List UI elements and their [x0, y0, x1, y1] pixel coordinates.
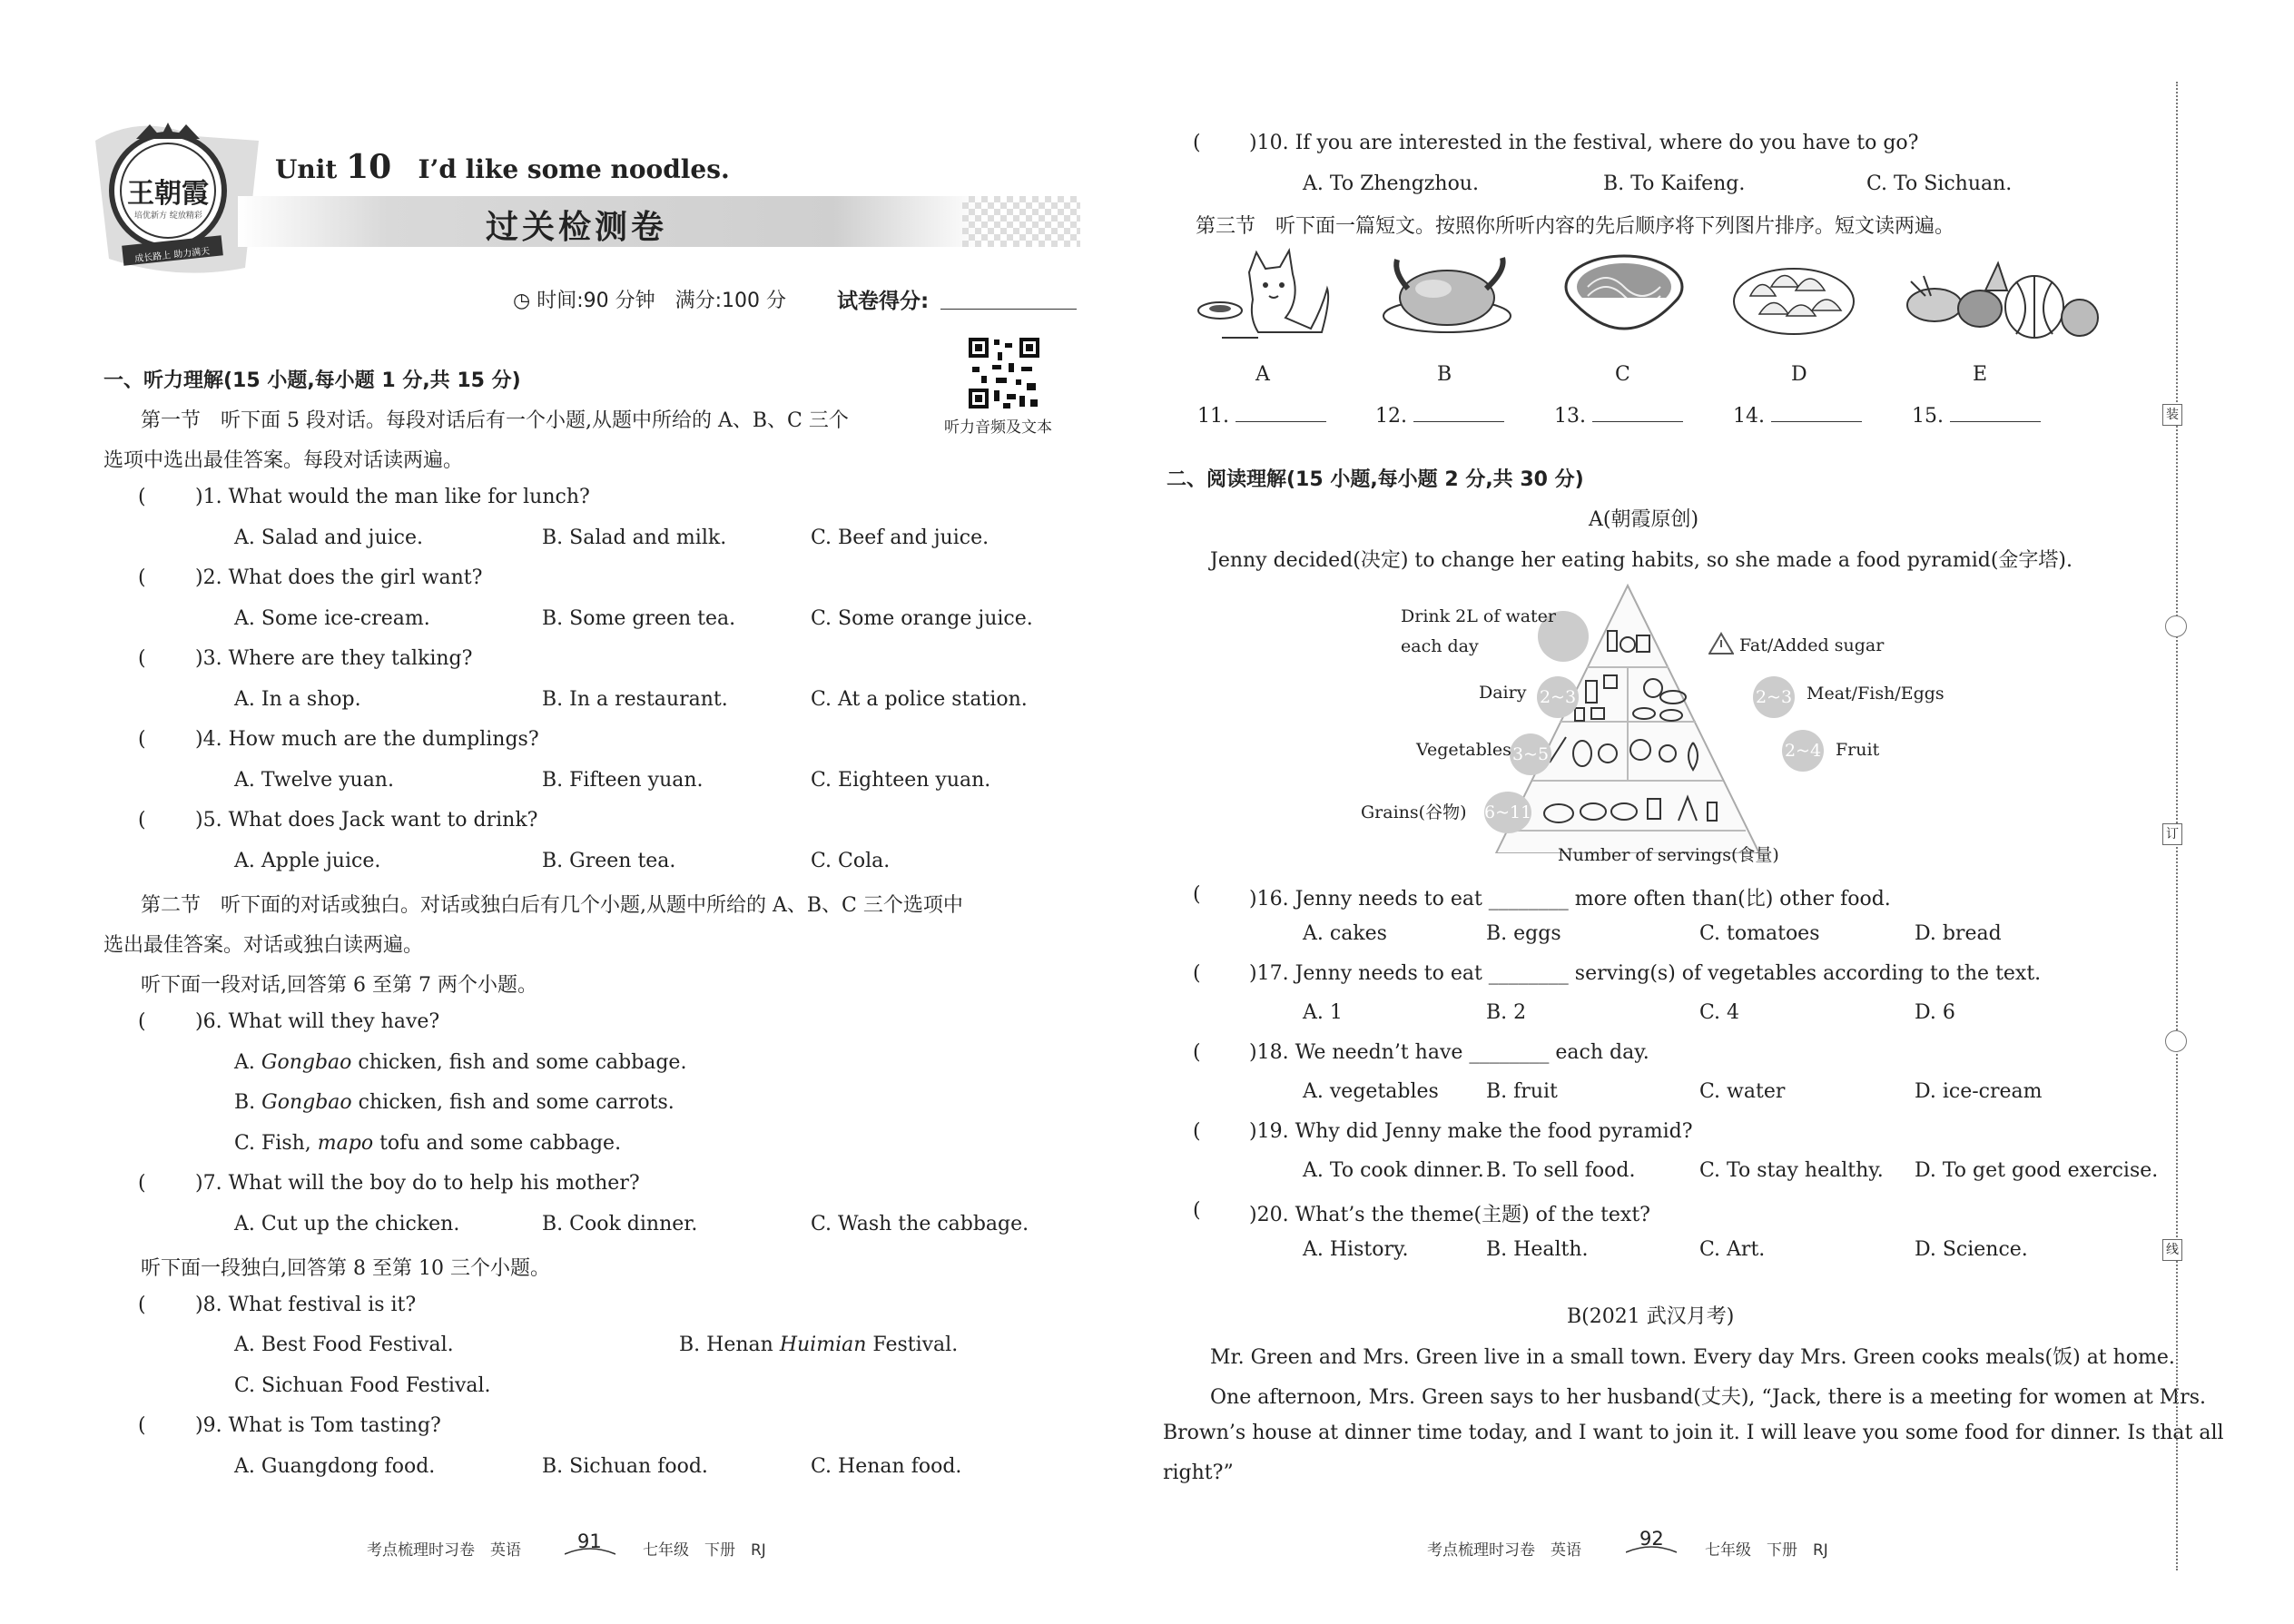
q9-bracket[interactable]: ( [138, 1414, 146, 1437]
q2-stem: )2. What does the girl want? [195, 566, 483, 589]
answer-13[interactable]: 13. [1554, 405, 1683, 428]
binding-label-2: 订 [2162, 823, 2182, 845]
picture-b-roast-chicken [1379, 252, 1515, 343]
part1-instruction-2: 选项中选出最佳答案。每段对话读两遍。 [103, 449, 464, 472]
q9-option-c: C. Henan food. [811, 1455, 962, 1478]
part1-instruction-1: 第一节 听下面 5 段对话。每段对话后有一个小题,从题中所给的 A、B、C 三个 [141, 409, 849, 432]
passage-a-intro: Jenny decided(决定) to change her eating habits, so she made a food pyramid(金字塔). [1210, 549, 2073, 572]
section1-title: 一、听力理解(15 小题,每小题 1 分,共 15 分) [103, 369, 521, 392]
q10-bracket[interactable]: ( [1193, 132, 1201, 154]
label-water-1: Drink 2L of water [1401, 606, 1556, 626]
label-vegetables: Vegetables [1416, 740, 1511, 760]
q9-option-a: A. Guangdong food. [234, 1455, 436, 1478]
q1-option-a: A. Salad and juice. [234, 527, 424, 549]
answer-14[interactable]: 14. [1733, 405, 1862, 428]
q16-option-d: D. bread [1915, 922, 2002, 945]
q10-stem: )10. If you are interested in the festival, where do you have to go? [1249, 132, 1919, 154]
q1-option-b: B. Salad and milk. [542, 527, 727, 549]
q6-bracket[interactable]: ( [138, 1010, 146, 1033]
q17-option-b: B. 2 [1486, 1001, 1527, 1024]
dairy-servings: 2~3 [1537, 676, 1579, 718]
picture-label-d: D [1791, 363, 1807, 386]
label-water-2: each day [1401, 636, 1479, 656]
logo-ribbon: 成长路上 助力满天 [133, 246, 211, 265]
q20-option-a: A. History. [1303, 1238, 1409, 1261]
q19-option-b: B. To sell food. [1486, 1159, 1636, 1182]
q17-option-c: C. 4 [1699, 1001, 1740, 1024]
q16-bracket[interactable]: ( [1193, 883, 1201, 906]
exam-info: ◷ 时间:90 分钟 满分:100 分 [513, 290, 786, 312]
q6-option-c: C. Fish, mapo tofu and some cabbage. [234, 1132, 622, 1155]
picture-label-e: E [1973, 363, 1988, 386]
q7-stem: )7. What will the boy do to help his mother? [195, 1172, 640, 1195]
q7-bracket[interactable]: ( [138, 1172, 146, 1195]
fruit-servings: 2~4 [1782, 730, 1824, 772]
q3-stem: )3. Where are they talking? [195, 647, 473, 670]
unit-heading [275, 148, 730, 186]
q16-option-c: C. tomatoes [1699, 922, 1820, 945]
qr-caption: 听力音频及文本 [944, 418, 1052, 437]
q8-option-a: A. Best Food Festival. [234, 1334, 454, 1356]
intro-q6-7: 听下面一段对话,回答第 6 至第 7 两个小题。 [141, 974, 537, 997]
page-number-92: 92 [1639, 1528, 1664, 1550]
q16-option-b: B. eggs [1486, 922, 1561, 945]
intro-q8-10: 听下面一段独白,回答第 8 至第 10 三个小题。 [141, 1257, 550, 1280]
score-label: 试卷得分: [837, 290, 930, 313]
q19-option-d: D. To get good exercise. [1915, 1159, 2159, 1182]
spacer [1605, 633, 1630, 636]
label-fruit: Fruit [1836, 740, 1880, 760]
right-page [1147, 0, 2294, 1624]
q3-option-a: A. In a shop. [234, 688, 361, 711]
q20-option-b: B. Health. [1486, 1238, 1589, 1261]
q2-option-b: B. Some green tea. [542, 607, 736, 630]
q18-stem: )18. We needn’t have ________ each day. [1249, 1041, 1649, 1064]
part2-instruction-1: 第二节 听下面的对话或独白。对话或独白后有几个小题,从题中所给的 A、B、C 三个选项中 [141, 894, 963, 917]
q18-option-d: D. ice-cream [1915, 1080, 2043, 1103]
q7-option-b: B. Cook dinner. [542, 1213, 698, 1235]
footer-right-text: 七年级 下册 RJ [643, 1541, 766, 1560]
q8-option-b: B. Henan Huimian Festival. [679, 1334, 959, 1356]
logo-subtitle: 培优新方 绽放精彩 [134, 212, 202, 221]
page-number-swoosh [1626, 1543, 1677, 1554]
picture-e-vegetables-fruit [1898, 254, 2107, 345]
footer-right-text: 七年级 下册 RJ [1705, 1541, 1828, 1560]
footer-left-text: 考点梳理时习卷 英语 [367, 1541, 521, 1560]
picture-label-c: C [1615, 363, 1630, 386]
q5-option-b: B. Green tea. [542, 850, 676, 872]
banner-checker [962, 196, 1080, 247]
banner-title: 过关检测卷 [486, 209, 668, 246]
q3-option-c: C. At a police station. [811, 688, 1028, 711]
q20-bracket[interactable]: ( [1193, 1199, 1201, 1222]
q4-option-a: A. Twelve yuan. [234, 769, 394, 792]
q2-option-c: C. Some orange juice. [811, 607, 1033, 630]
q4-bracket[interactable]: ( [138, 728, 146, 751]
q20-stem: )20. What’s the theme(主题) of the text? [1249, 1204, 1650, 1226]
q3-bracket[interactable]: ( [138, 647, 146, 670]
part2-instruction-2: 选出最佳答案。对话或独白读两遍。 [103, 934, 424, 957]
q5-option-a: A. Apple juice. [234, 850, 381, 872]
q19-stem: )19. Why did Jenny make the food pyramid? [1249, 1120, 1693, 1143]
q10-option-a: A. To Zhengzhou. [1303, 172, 1479, 195]
binding-label-1: 装 [2162, 404, 2182, 426]
vegetables-servings: 3~5 [1510, 733, 1551, 775]
q17-option-a: A. 1 [1303, 1001, 1343, 1024]
q17-bracket[interactable]: ( [1193, 962, 1201, 985]
warning-icon [1708, 632, 1734, 655]
picture-label-b: B [1437, 363, 1452, 386]
q1-option-c: C. Beef and juice. [811, 527, 989, 549]
q6-option-b: B. Gongbao chicken, fish and some carrots. [234, 1091, 674, 1114]
q18-option-a: A. vegetables [1303, 1080, 1439, 1103]
q1-bracket[interactable]: ( [138, 486, 146, 508]
score-field[interactable] [940, 309, 1077, 310]
passage-b-line-3: Brown’s house at dinner time today, and I want to join it. I will leave you some food for dinner. Is that all [1163, 1422, 2224, 1444]
picture-label-a: A [1255, 363, 1270, 386]
q18-option-c: C. water [1699, 1080, 1786, 1103]
q19-option-a: A. To cook dinner. [1303, 1159, 1484, 1182]
passage-b-line-4: right?” [1163, 1462, 1234, 1484]
q2-bracket[interactable]: ( [138, 566, 146, 589]
q3-option-b: B. In a restaurant. [542, 688, 728, 711]
q7-option-a: A. Cut up the chicken. [234, 1213, 460, 1235]
q4-option-b: B. Fifteen yuan. [542, 769, 704, 792]
meat-servings: 2~3 [1753, 676, 1795, 718]
unit-number: 10 [346, 148, 392, 186]
page-number-swoosh [565, 1545, 615, 1556]
grains-servings: 6~11 [1484, 792, 1531, 833]
unit-title: I’d like some noodles. [418, 154, 730, 184]
q9-option-b: B. Sichuan food. [542, 1455, 708, 1478]
q4-option-c: C. Eighteen yuan. [811, 769, 991, 792]
q17-option-d: D. 6 [1915, 1001, 1955, 1024]
q10-option-c: C. To Sichuan. [1866, 172, 2013, 195]
passage-b-title: B(2021 武汉月考) [1567, 1305, 1735, 1328]
passage-b-line-1: Mr. Green and Mrs. Green live in a small town. Every day Mrs. Green cooks meals(饭) at home. [1210, 1346, 2175, 1369]
answer-11[interactable]: 11. [1197, 405, 1326, 428]
q17-stem: )17. Jenny needs to eat ________ serving(s) of vegetables according to the text. [1249, 962, 2042, 985]
footer-left-text: 考点梳理时习卷 英语 [1427, 1541, 1581, 1560]
picture-c-noodle-bowl [1561, 251, 1688, 350]
qr-code-icon[interactable] [967, 336, 1041, 410]
passage-a-title: A(朝霞原创) [1589, 508, 1699, 531]
unit-label: Unit [275, 154, 338, 184]
q16-stem: )16. Jenny needs to eat ________ more often than(比) other food. [1249, 888, 1891, 910]
q18-option-b: B. fruit [1486, 1080, 1558, 1103]
passage-b-line-2: One afternoon, Mrs. Green says to her husband(丈夫), “Jack, there is a meeting for women at Mrs. [1210, 1386, 2207, 1409]
q9-stem: )9. What is Tom tasting? [195, 1414, 441, 1437]
part3-instruction: 第三节 听下面一篇短文。按照你所听内容的先后顺序将下列图片排序。短文读两遍。 [1196, 215, 1955, 238]
section2-title: 二、阅读理解(15 小题,每小题 2 分,共 30 分) [1167, 468, 1584, 491]
label-fat: Fat/Added sugar [1739, 635, 1885, 655]
q1-stem: )1. What would the man like for lunch? [195, 486, 590, 508]
q5-bracket[interactable]: ( [138, 809, 146, 832]
binding-hole-2 [2165, 1030, 2187, 1052]
q5-option-c: C. Cola. [811, 850, 891, 872]
q4-stem: )4. How much are the dumplings? [195, 728, 539, 751]
binding-hole-1 [2165, 615, 2187, 637]
q2-option-a: A. Some ice-cream. [234, 607, 430, 630]
picture-d-dumplings [1730, 251, 1857, 341]
q7-option-c: C. Wash the cabbage. [811, 1213, 1029, 1235]
q5-stem: )5. What does Jack want to drink? [195, 809, 538, 832]
q20-option-d: D. Science. [1915, 1238, 2028, 1261]
q19-option-c: C. To stay healthy. [1699, 1159, 1884, 1182]
label-meat: Meat/Fish/Eggs [1807, 684, 1944, 704]
q8-option-c: C. Sichuan Food Festival. [234, 1374, 491, 1397]
picture-a-cat [1195, 245, 1331, 349]
answer-12[interactable]: 12. [1375, 405, 1504, 428]
answer-15[interactable]: 15. [1912, 405, 2041, 428]
q16-option-a: A. cakes [1303, 922, 1387, 945]
q18-bracket[interactable]: ( [1193, 1041, 1201, 1064]
label-dairy: Dairy [1479, 683, 1527, 703]
q8-bracket[interactable]: ( [138, 1294, 146, 1316]
label-servings: Number of servings(食量) [1558, 845, 1779, 865]
q19-bracket[interactable]: ( [1193, 1120, 1201, 1143]
binding-label-3: 线 [2162, 1239, 2182, 1261]
logo-text: 王朝霞 [127, 178, 209, 210]
q10-option-b: B. To Kaifeng. [1603, 172, 1746, 195]
q8-stem: )8. What festival is it? [195, 1294, 417, 1316]
label-grains: Grains(谷物) [1361, 802, 1467, 822]
q6-option-a: A. Gongbao chicken, fish and some cabbage. [234, 1051, 687, 1074]
q20-option-c: C. Art. [1699, 1238, 1766, 1261]
page-number-91: 91 [577, 1530, 602, 1552]
q6-stem: )6. What will they have? [195, 1010, 440, 1033]
